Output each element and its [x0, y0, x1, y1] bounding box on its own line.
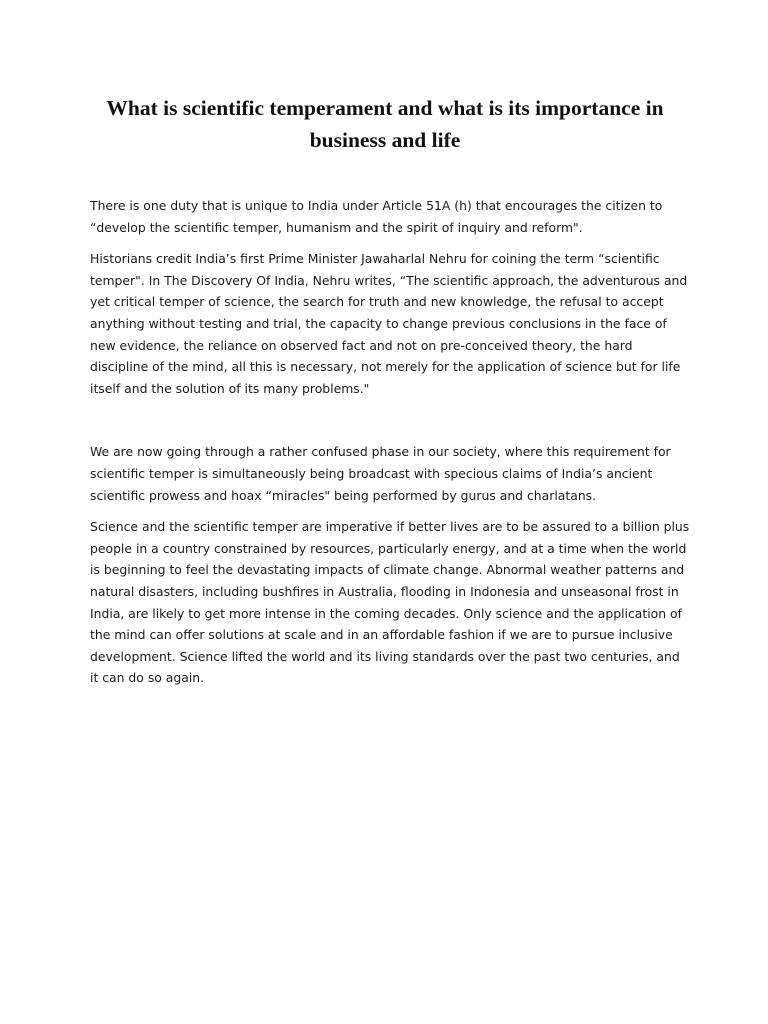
paragraph-nehru-quote: Historians credit India’s first Prime Minister Jawaharlal Nehru for coining the term “scientific temper". In The Discovery Of India, Nehru writes, “The scientific approach, the adventurous and yet critical temper of science, the search for truth and new knowledge, the refusal to accept anything without testing and trial, the capacity to change previous conclusions in the face of new evidence, the reliance on observed fact and not on pre-conceived theory, the hard discipline of the mind, all this is necessary, not merely for the application of science but for life itself and the solution of its many problems." — [90, 251, 688, 396]
document-title: What is scientific temperament and what is its importance in business and life — [106, 96, 664, 152]
paragraph-confused-phase: We are now going through a rather confused phase in our society, where this requirement for scientific temper is simultaneously being broadcast with specious claims of India’s ancient scientific prowess and hoax “miracles" being performed by gurus and charlatans. — [90, 444, 671, 503]
paragraph-science-imperative: Science and the scientific temper are imperative if better lives are to be assured to a billion plus people in a country constrained by resources, particularly energy, and at a time when the world is beginning to feel the devastating impacts of climate change. Abnormal weather patterns and natural disasters, including bushfires in Australia, flooding in Indonesia and unseasonal frost in India, are likely to get more intense in the coming decades. Only science and the application of the mind can offer solutions at scale and in an affordable fashion if we are to pursue inclusive development. Science lifted the world and its living standards over the past two centuries, and it can do so again. — [90, 519, 690, 686]
paragraph-article-51a: There is one duty that is unique to India under Article 51A (h) that encourages the citizen to “develop the scientific temper, humanism and the spirit of inquiry and reform". — [90, 198, 663, 235]
document-body — [90, 195, 690, 689]
